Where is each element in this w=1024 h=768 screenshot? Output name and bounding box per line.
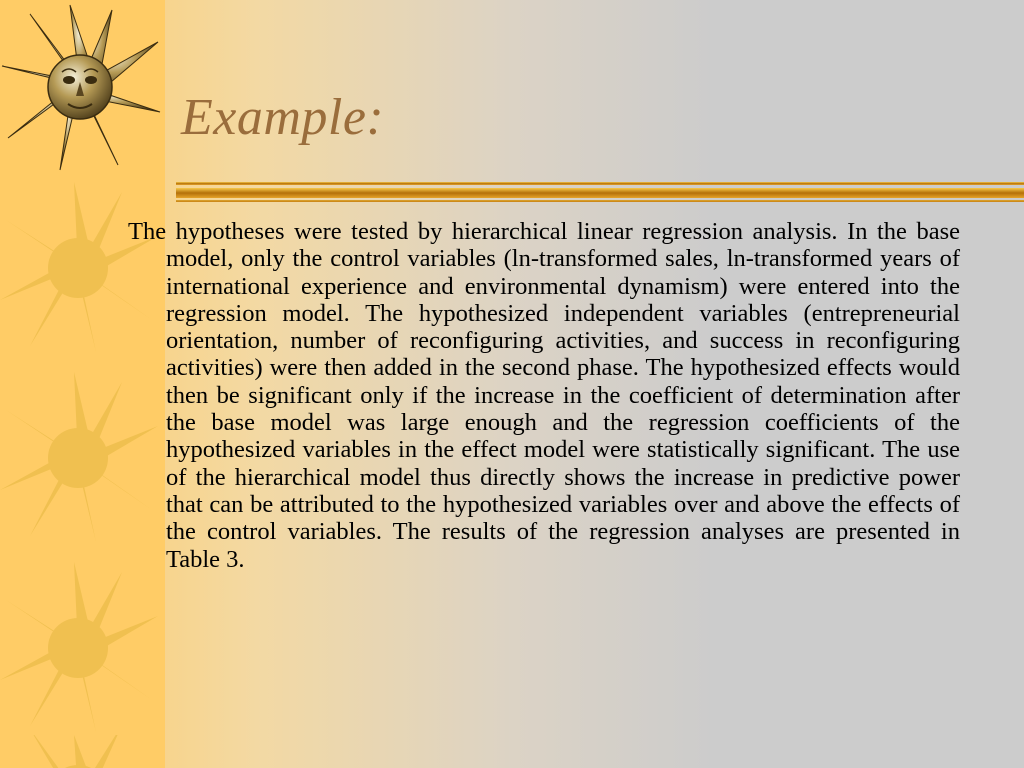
slide-title: Example: <box>181 89 385 146</box>
sun-icon <box>0 735 165 768</box>
sun-face-icon <box>0 0 165 175</box>
sun-icon <box>0 560 165 735</box>
slide-body-paragraph: The hypotheses were tested by hierarchical linear regression analysis. In the base model, only the control variables (ln-transformed sales, ln-transformed years of international experience and environmental dynamism) were entered into the regression model. The hypothesized independent variables (entrepreneurial orientation, number of reconfiguring activities, and success in reconfiguring activities) were then added in the second phase. The hypothesized effects would then be significant only if the increase in the coefficient of determination after the base model was large enough and the regression coefficients of the hypothesized variables in the effect model were statistically significant. The use of the hierarchical model thus directly shows the increase in predictive power that can be attributed to the hypothesized variables over and above the effects of the control variables. The results of the regression analyses are presented in Table 3. <box>128 218 960 573</box>
title-divider-rule <box>176 180 1024 204</box>
